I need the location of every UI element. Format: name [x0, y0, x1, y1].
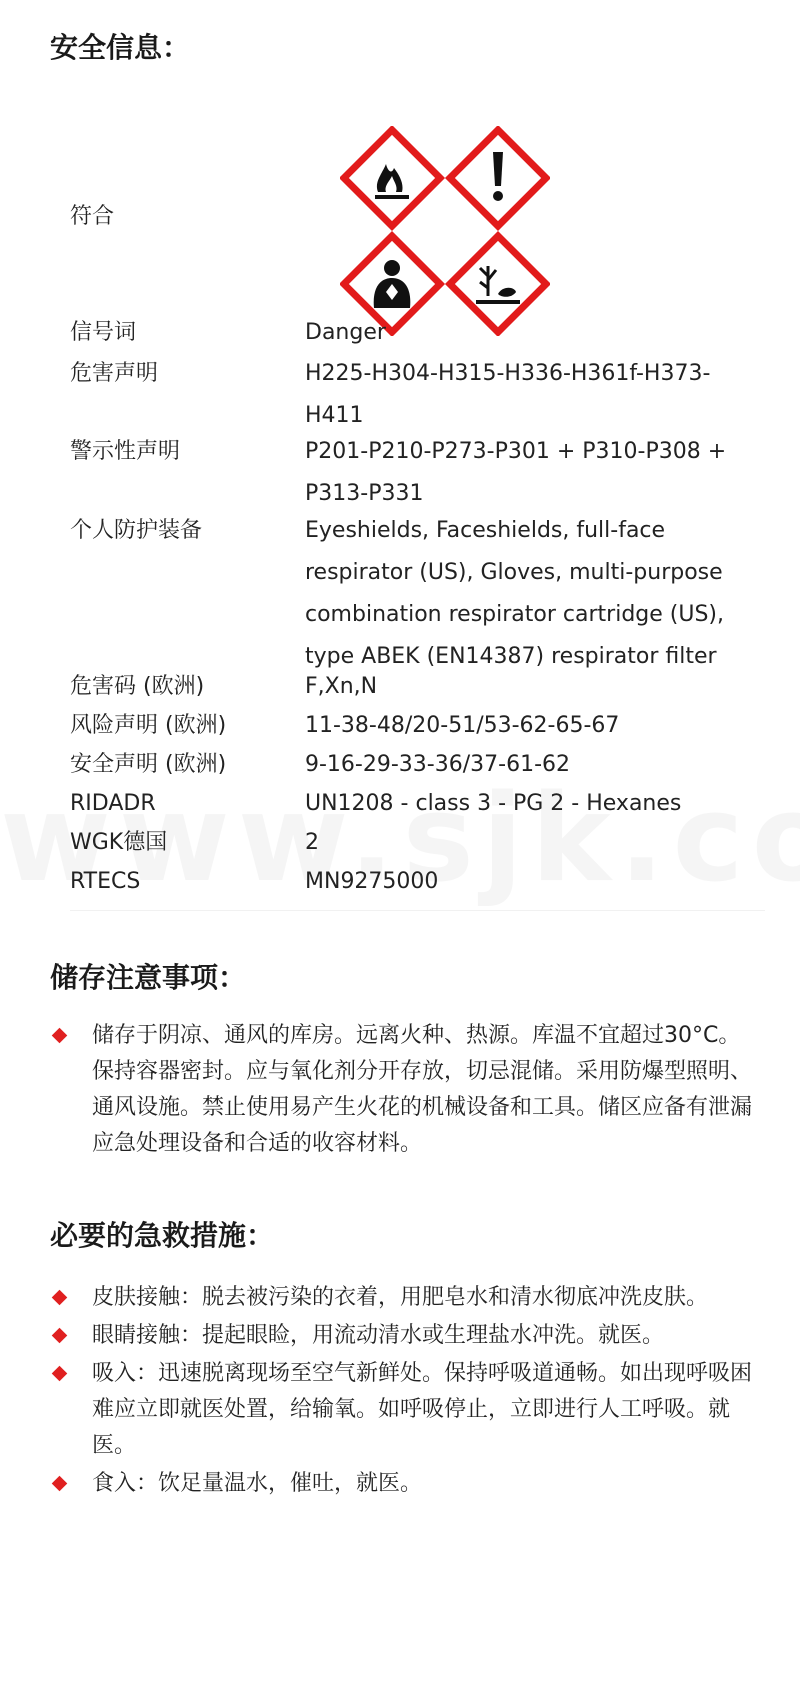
first-aid-section-title: 必要的急救措施： — [50, 1219, 275, 1252]
row-label-risk-statements: 风险声明 (欧洲) — [70, 713, 227, 738]
list-item — [50, 1280, 760, 1316]
storage-section-title: 储存注意事项： — [50, 961, 247, 994]
flame-icon — [344, 130, 440, 226]
list-item-text: 吸入：迅速脱离现场至空气新鲜处。保持呼吸道通畅。如出现呼吸困难应立即就医处置，给输氧。如呼吸停止，立即进行人工呼吸。就医。 — [92, 1361, 753, 1458]
exclamation-icon — [450, 130, 546, 226]
row-value-ridadr: UN1208 - class 3 - PG 2 - Hexanes — [305, 791, 682, 816]
list-item-text: 储存于阴凉、通风的库房。远离火种、热源。库温不宜超过30°C。保持容器密封。应与氧化剂分开存放，切忌混储。采用防爆型照明、通风设施。禁止使用易产生火花的机械设备和工具。储区应备有泄漏应急处理设备和合适的收容材料。 — [92, 1023, 753, 1156]
bullet-diamond-icon — [52, 1476, 68, 1492]
pictogram-label: 符合 — [70, 204, 115, 229]
list-item — [50, 1018, 760, 1162]
row-label-wgk: WGK德国 — [70, 830, 168, 855]
row-value-wgk: 2 — [305, 830, 319, 855]
row-label-hazard-statements: 危害声明 — [70, 361, 159, 386]
row-label-hazard-codes: 危害码 (欧洲) — [70, 674, 205, 699]
list-item — [50, 1318, 760, 1354]
row-label-rtecs: RTECS — [70, 869, 141, 894]
row-value-signal-word: Danger — [305, 320, 386, 345]
list-item — [50, 1466, 760, 1502]
row-value-precautionary-statements: P201-P210-P273-P301 + P310-P308 + P313-P331 — [305, 439, 727, 506]
row-value-ppe: Eyeshields, Faceshields, full-face respirator (US), Gloves, multi-purpose combination respirator cartridge (US), type ABEK (EN14387) respirator filter — [305, 518, 724, 669]
bullet-diamond-icon — [52, 1028, 68, 1044]
row-label-ppe: 个人防护装备 — [70, 518, 203, 543]
row-value-hazard-statements: H225-H304-H315-H336-H361f-H373-H411 — [305, 361, 711, 428]
row-label-ridadr: RIDADR — [70, 791, 156, 816]
row-value-hazard-codes: F,Xn,N — [305, 674, 378, 699]
bullet-diamond-icon — [52, 1290, 68, 1306]
list-item-text: 食入：饮足量温水，催吐，就医。 — [92, 1471, 423, 1496]
ghs-pictograms — [340, 126, 550, 336]
bullet-diamond-icon — [52, 1328, 68, 1344]
row-value-safety-statements: 9-16-29-33-36/37-61-62 — [305, 752, 570, 777]
row-label-precautionary-statements: 警示性声明 — [70, 439, 181, 464]
row-label-signal-word: 信号词 — [70, 320, 137, 345]
row-label-safety-statements: 安全声明 (欧洲) — [70, 752, 227, 777]
list-item-text: 眼睛接触：提起眼睑，用流动清水或生理盐水冲洗。就医。 — [92, 1323, 665, 1348]
first-aid-list — [50, 1280, 760, 1504]
row-value-risk-statements: 11-38-48/20-51/53-62-65-67 — [305, 713, 620, 738]
table-divider — [70, 910, 765, 911]
bullet-diamond-icon — [52, 1366, 68, 1382]
list-item-text: 皮肤接触：脱去被污染的衣着，用肥皂水和清水彻底冲洗皮肤。 — [92, 1285, 709, 1310]
row-value-rtecs: MN9275000 — [305, 869, 439, 894]
list-item — [50, 1356, 760, 1464]
safety-section-title: 安全信息： — [50, 31, 191, 64]
storage-list — [50, 1018, 760, 1164]
